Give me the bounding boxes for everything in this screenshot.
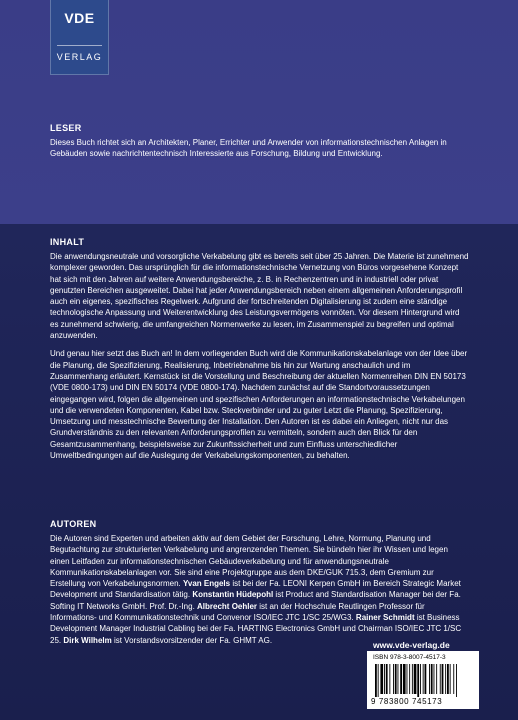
content-heading: INHALT xyxy=(50,237,85,247)
reader-heading: LESER xyxy=(50,123,82,133)
publisher-website: www.vde-verlag.de xyxy=(373,640,450,650)
barcode-bars xyxy=(373,664,473,697)
author-name-2: Konstantin Hüdepohl xyxy=(192,590,274,600)
authors-text xyxy=(50,533,468,646)
authors-section xyxy=(50,519,470,646)
authors-heading: AUTOREN xyxy=(50,519,97,529)
logo-divider xyxy=(57,45,102,46)
author-bio-5: ist Vorstandsvorsitzender der Fa. GHMT AG. xyxy=(111,635,273,645)
author-name-3: Albrecht Oehler xyxy=(197,601,258,611)
author-bio-1: ist bei der Fa. LEONI Kerpen GmbH im Bereich Strategic Market Development und Standardisation tätig. xyxy=(50,579,461,600)
author-bio-3: ist an der Hochschule Reutlingen Professor für Informations- und Kommunikationstechnik und Convenor ISO/IEC JTC 1/SC 25/WG3. xyxy=(50,601,425,623)
author-bio-2: ist Product and Standardisation Manager bei der Fa. Softing IT Networks GmbH. Prof. Dr.-Ing. xyxy=(50,590,461,611)
content-section xyxy=(50,237,470,461)
isbn-number: ISBN 978-3-8007-4517-3 xyxy=(373,654,446,661)
reader-section xyxy=(50,123,470,160)
isbn-barcode xyxy=(367,651,479,709)
logo-subtitle: VERLAG xyxy=(56,52,103,62)
author-name-1: Yvan Engels xyxy=(182,579,231,589)
logo-name: VDE xyxy=(64,10,95,26)
author-bio-4: ist Business Development Manager Industrial Cabling bei der Fa. HARTING Electronics GmbH und Chairman ISO/IEC JTC 1/SC 25. xyxy=(50,613,462,645)
authors-intro: Die Autoren sind Experten und arbeiten aktiv auf dem Gebiet der Forschung, Lehre, Normung, Planung und Begutachtung zur strukturierten Verkabelung und angrenzenden Themen. Sie bündeln hier ihr Wissen und legen einen Leitfaden zur informationstechnischen Gebäudeverkabelung und für anwendungsneutrale Kommunikationskabelanlagen vor. Sie sind eine Projektgruppe aus dem DKE/GUK 715.3, dem Gremium zur Erstellung von Verkabelungsnormen. xyxy=(50,534,448,589)
vde-verlag-logo xyxy=(50,0,109,75)
author-name-5: Dirk Wilhelm xyxy=(63,635,112,645)
reader-text: Dieses Buch richtet sich an Architekten, Planer, Errichter und Anwender von informationstechnischen Anlagen in Gebäuden sowie nachrichtentechnisch Interessierte aus Forschung, Bildung und Entwicklung. xyxy=(50,138,447,159)
content-paragraph-2: Und genau hier setzt das Buch an! In dem vorliegenden Buch wird die Kommunikationskabelanlage von der Idee über die Planung, die Spezifizierung, Realisierung, Inbetriebnahme bis hin zur Wartung anschaulich und im Zusammenhang erläutert. Kernstück ist die Vorstellung und Beschreibung der aktuellen Normenreihen DIN EN 50173 (VDE 0800-173) und DIN EN 50174 (VDE 0800-174). Nachdem zunächst auf die Standortvoraussetzungen eingegangen wird, folgen die allgemeinen und spezifischen Anforderungen an informationstechnische Verkabelungen und die verwendeten Komponenten, Kabel bzw. Steckverbinder und zu guter Letzt die Planung, Spezifizierung, Umsetzung und messtechnische Bewertung der Installation. Den Autoren ist es dabei ein Anliegen, nicht nur das Grundverständnis zu den relevanten Anforderungsprofilen zu vermitteln, sondern auch den Blick für den Gesamtzusammenhang, beispielsweise zur Zukunftssicherheit und zum Einfluss unterschiedlicher Umweltbedingungen auf die Auslegung der Verkabelungskomponenten, zu behalten. xyxy=(50,349,468,461)
content-paragraph-1: Die anwendungsneutrale und vorsorgliche Verkabelung gibt es bereits seit über 25 Jahren. Die Materie ist zunehmend komplexer geworden. Das ursprünglich für die informationstechnische Vernetzung von Büros vorgesehene Konzept hat sich mit den Jahren auf weitere Anwendungsbereiche, z. B. in Rechenzentren und in industriell oder privat genutzten Bereichen ausgeweitet. Dabei hat jeder Anwendungsbereich neben einem allgemeinen Anforderungsprofil auch ein eigenes, spezifisches Regelwerk. Aufgrund der fortschreitenden Digitalisierung ist zudem eine ständige technologische Anpassung und Weiterentwicklung des Leistungsvermögens vonnöten. Vor diesem Hintergrund wird es zunehmend schwierig, die umfangreichen Normenwerke zu lesen, im Zusammenspiel zu begreifen und optimal anzuwenden. xyxy=(50,252,469,341)
barcode-digits: 9 783800 745173 xyxy=(371,697,443,706)
author-name-4: Rainer Schmidt xyxy=(355,613,415,623)
